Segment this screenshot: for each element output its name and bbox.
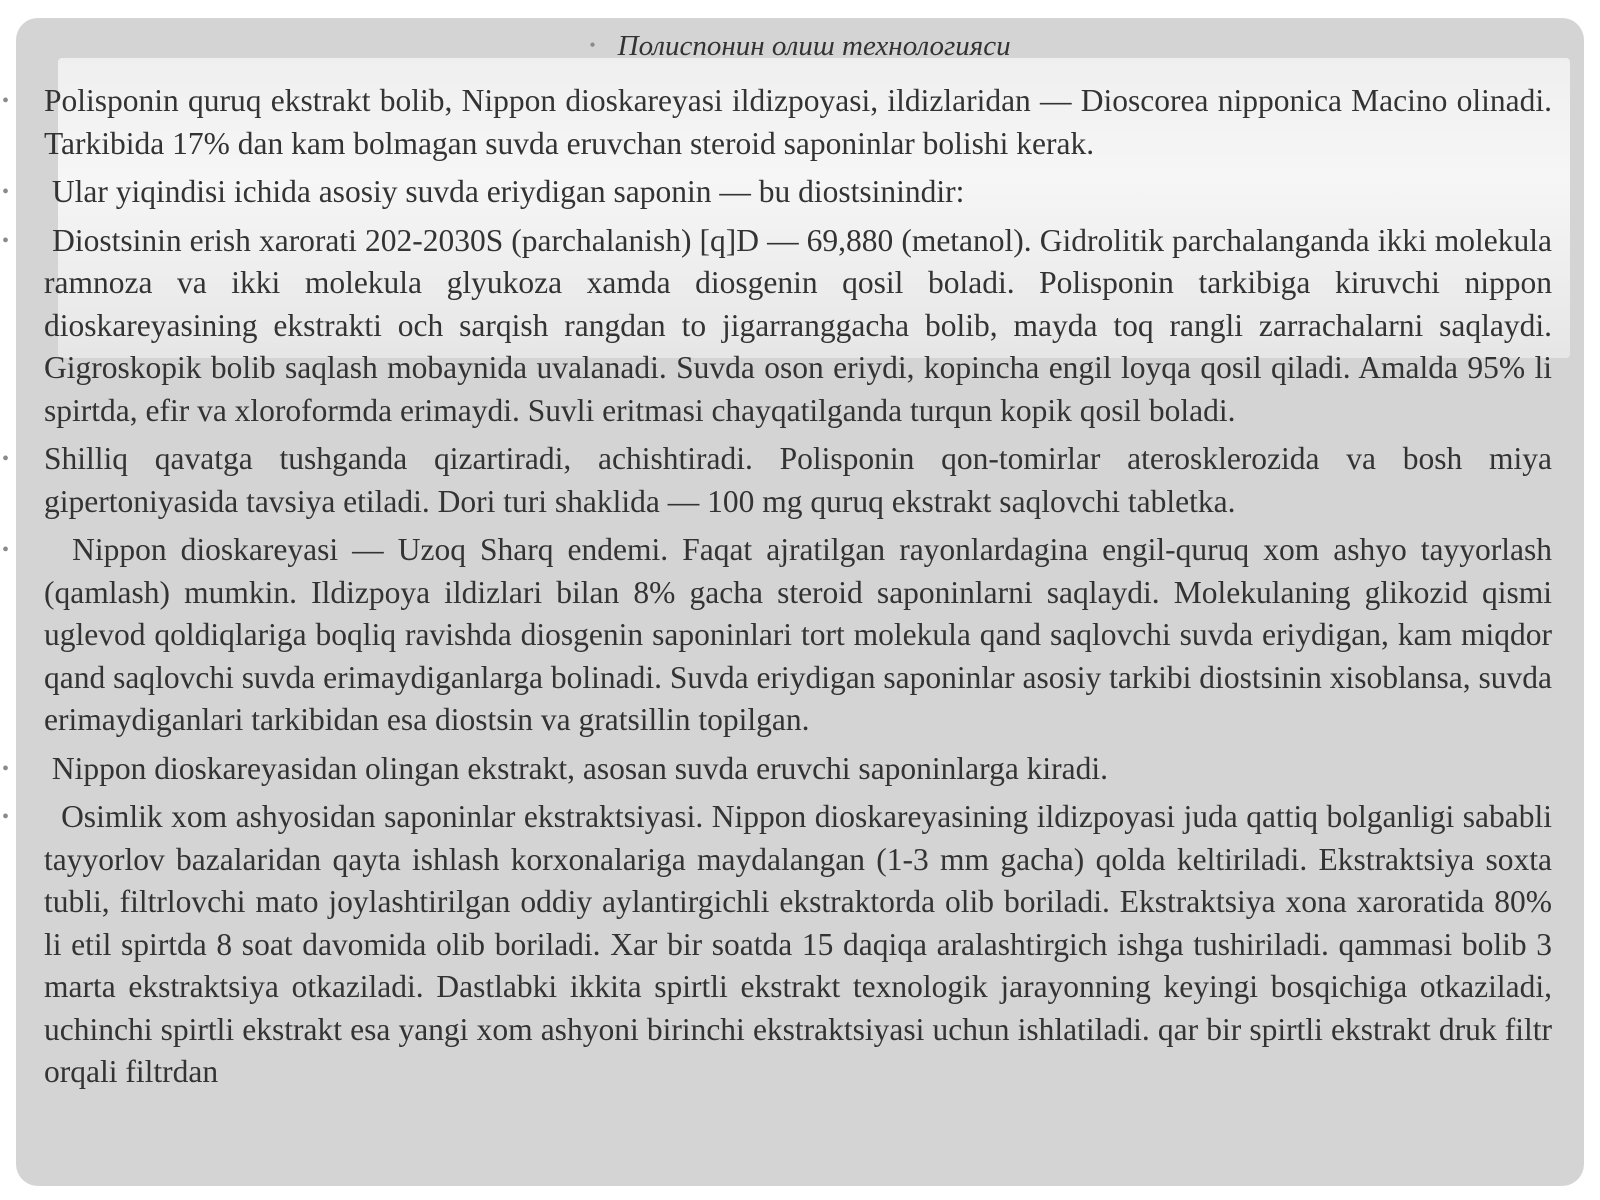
bullet-list	[0, 80, 1600, 1100]
bullet-icon: •	[2, 229, 10, 252]
slide-title	[0, 30, 1600, 63]
paragraph-text: Shilliq qavatga tushganda qizartiradi, achishtiradi. Polisponin qon-tomirlar aterosklerozida va bosh miya gipertoniyasida tavsiya etiladi. Dori turi shaklida — 100 mg quruq ekstrakt saqlovchi tabletka.	[44, 441, 1552, 519]
list-item	[0, 438, 1600, 523]
paragraph-text: Nippon dioskareyasidan olingan ekstrakt, asosan suvda eruvchi saponinlarga kiradi.	[44, 750, 1109, 786]
bullet-icon: •	[2, 539, 10, 561]
bullet-icon: •	[2, 181, 10, 203]
slide-title-text: Полиспонин олиш технологияси	[617, 30, 1011, 62]
bullet-icon: •	[2, 448, 10, 470]
list-item	[0, 171, 1600, 214]
paragraph-text: Ular yiqindisi ichida asosiy suvda eriydigan saponin — bu diostsinindir:	[44, 174, 965, 209]
list-item	[0, 220, 1600, 433]
title-bullet-icon: •	[589, 35, 596, 55]
paragraph-text: Nippon dioskareyasi — Uzoq Sharq endemi. Faqat ajratilgan rayonlardagina engil-quruq xom ashyo tayyorlash (qamlash) mumkin. Ildizpoya ildizlari bilan 8% gacha steroid saponinlarni saqlaydi. Molekulaning glikozid qismi uglevod qoldiqlariga boqliq ravishda diosgenin saponinlari tort molekula qand saqlovchi suvda eriydigan, kam miqdor qand saqlovchi suvda erimaydiganlarga bolinadi. Suvda eriydigan saponinlar asosiy tarkibi diostsinin xisoblansa, suvda erimaydiganlari tarkibidan esa diostsin va gratsillin topilgan.	[44, 532, 1560, 737]
list-item	[0, 748, 1600, 791]
paragraph-text: Osimlik xom ashyosidan saponinlar ekstraktsiyasi. Nippon dioskareyasining ildizpoyasi juda qattiq bolganligi sababli tayyorlov bazalaridan qayta ishlash korxonalariga maydalangan (1-3 mm gacha) qolda keltiriladi. Ekstraktsiya soxta tubli, filtrlovchi mato joylashtirilgan oddiy aylantirgichli ekstraktorda olib boriladi. Ekstraktsiya xona xaroratida 80% li etil spirtda 8 soat davomida olib boriladi. Xar bir soatda 15 daqiqa aralashtirgich ishga tushiriladi. qammasi bolib 3 marta ekstraktsiya otkaziladi. Dastlabki ikkita spirtli ekstrakt texnologik jarayonning keyingi bosqichiga otkaziladi, uchinchi spirtli ekstrakt esa yangi xom ashyoni birinchi ekstraktsiyasi uchun ishlatiladi. qar bir spirtli ekstrakt druk filtr orqali filtrdan	[44, 799, 1560, 1089]
bullet-icon: •	[2, 90, 10, 112]
list-item	[0, 529, 1600, 742]
list-item	[0, 796, 1600, 1094]
paragraph-text: Diostsinin erish xarorati 202-2030S (parchalanish) [q]D — 69,880 (metanol). Gidrolitik parchalanganda ikki molekula ramnoza va ikki molekula glyukoza xamda diosgenin qosil boladi. Polisponin tarkibiga kiruvchi nippon dioskareyasining ekstrakti och sarqish rangdan to jigarranggacha bolib, mayda toq rangli zarrachalarni saqlaydi. Gigroskopik bolib saqlash mobaynida uvalanadi. Suvda oson eriydi, kopincha engil loyqa qosil qiladi. Amalda 95% li spirtda, efir va xloroformda erimaydi. Suvli eritmasi chayqatilganda turqun kopik qosil boladi.	[44, 222, 1560, 428]
paragraph-text: Polisponin quruq ekstrakt bolib, Nippon dioskareyasi ildizpoyasi, ildizlaridan — Dioscorea nipponica Macino olinadi. Tarkibida 17% dan kam bolmagan suvda eruvchan steroid saponinlar bolishi kerak.	[44, 83, 1552, 161]
bullet-icon: •	[2, 806, 10, 828]
list-item	[0, 80, 1600, 165]
bullet-icon: •	[2, 757, 10, 780]
